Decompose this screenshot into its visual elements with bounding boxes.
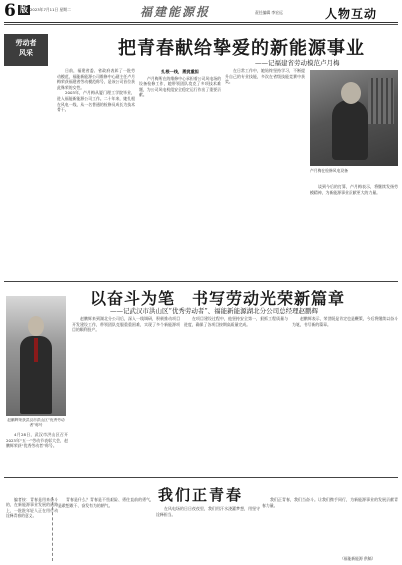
article2-paragraph: 在项目建设过程中，他坚持安全第一，狠抓工程质量与进度，确保了各项目按期高质量完成。	[184, 316, 288, 327]
article1-paragraph: 2003年，卢月梅从厦门理工学院毕业，进入福能新能源公司工作。二十年来，她扎根在风电一线，从一名普通的检修员成长为技术骨干。	[57, 90, 135, 113]
article1-subtitle: ——记福建省劳动模范卢月梅	[255, 59, 340, 67]
article2-column-2	[72, 316, 180, 472]
article2-column-3	[184, 316, 288, 472]
article2-portrait-photo	[6, 296, 66, 416]
article2-column-4	[292, 316, 398, 472]
article2-paragraph: 4月28日，武汉市洪山区召开2023年“五一”劳动节表彰大会，赵鹏辉荣获“优秀劳动者”称号。	[6, 432, 68, 449]
equipment-panel	[368, 78, 394, 124]
article1-paragraph: 卢月梅所在的维修中心承担着公司风电场的设备检修工作，她带领团队攻克了多项技术难题，为公司风电机组安全稳定运行作出了重要贡献。	[139, 75, 221, 98]
photo-person-face	[28, 316, 44, 336]
article3-column-2	[156, 506, 260, 561]
section-name: 人物互动	[325, 7, 378, 21]
article1-column-2	[139, 68, 221, 276]
column-sticker	[4, 34, 48, 66]
article2-paragraph: 赵鹏辉来到湖北分公司后，深入一线调研，积极推动项目开发建设工作，带领团队克服重重困难，实现了多个新能源项目的顺利投产。	[72, 316, 180, 333]
article1-column-4	[310, 184, 398, 276]
column-divider	[52, 497, 53, 561]
article2-column-1	[6, 432, 68, 472]
photo-person-tie	[34, 338, 38, 362]
article1-paragraph: 谈到今后的打算，卢月梅表示，将继续发扬劳模精神，为新能源事业贡献更大的力量。	[310, 184, 398, 195]
issue-date: 2023年7月11日 星期二	[30, 7, 71, 12]
article1-column-3	[225, 68, 305, 276]
article3-column-3	[262, 497, 398, 561]
article2-photo-caption: 赵鹏辉荣获武汉市洪山区“优秀劳动者”称号	[7, 418, 65, 427]
article2-paragraph: 赵鹏辉表示，荣誉既是肯定也是鞭策，今后将继续以奋斗为笔，书写新的篇章。	[292, 316, 398, 327]
article3-editor-note	[6, 497, 58, 561]
article1-title: 把青春献给挚爱的新能源事业	[118, 38, 365, 59]
article1-photo-caption: 卢月梅在检修风电设备	[310, 168, 348, 173]
photo-person-head	[341, 82, 361, 104]
article3-paragraph: 在风电场的日日夜夜里，我们用汗水浇灌梦想，用坚守诠释担当。	[156, 506, 260, 517]
article1-photo	[310, 70, 398, 166]
article2-subtitle: ——记武汉市洪山区“优秀劳动者”、福能新能源湖北分公司总经理赵鹏辉	[110, 307, 319, 315]
article3-column-1	[58, 497, 154, 561]
article1-subheading: 扎根一线，勇挑重担	[161, 69, 199, 74]
masthead-rule-thin	[4, 24, 398, 25]
column-sticker-line2: 风采	[19, 49, 33, 57]
article2-title: 以奋斗为笔 书写劳动光荣新篇章	[90, 289, 346, 308]
article1-paragraph: 在日常工作中，她始终坚持学习，不断提升自己的专业技能，多次在省级技能竞赛中获奖。	[225, 68, 305, 85]
newspaper-name: 福建能源报	[140, 5, 211, 19]
page-label: 版	[20, 5, 28, 14]
article1-paragraph: 日前，福建省委、省政府表彰了一批劳动模范，福能新能源公司维修中心副主任卢月梅荣获福建省劳动模范称号，是该公司首位获此殊荣的女性。	[57, 68, 135, 90]
editor-info: 责任编辑 李宏远	[255, 10, 283, 15]
masthead	[0, 0, 402, 24]
masthead-rule	[4, 22, 398, 23]
section-divider	[4, 281, 398, 282]
article3-title: 我们正青春	[158, 486, 244, 504]
article1-column-1	[57, 68, 135, 276]
page-number: 6	[4, 1, 16, 21]
photo-person-body	[332, 100, 368, 160]
article3-paragraph: 我们正青春，我们当奋斗。让我们携手同行，为新能源事业的发展贡献青春力量。	[262, 497, 398, 508]
article3-paragraph: 青春是什么？青春是不畏艰险、勇往直前的勇气，是敢想敢干、奋发有为的朝气。	[58, 497, 154, 508]
article3-signature: （福能新能源 供稿）	[340, 556, 376, 561]
column-sticker-line1: 劳动者	[15, 39, 37, 47]
article3-paragraph: 编者按：青春是用来奋斗的，在新能源事业发展的道路上，一批批年轻人正在用行动诠释青春的意义。	[6, 497, 58, 519]
section-divider	[4, 477, 398, 478]
